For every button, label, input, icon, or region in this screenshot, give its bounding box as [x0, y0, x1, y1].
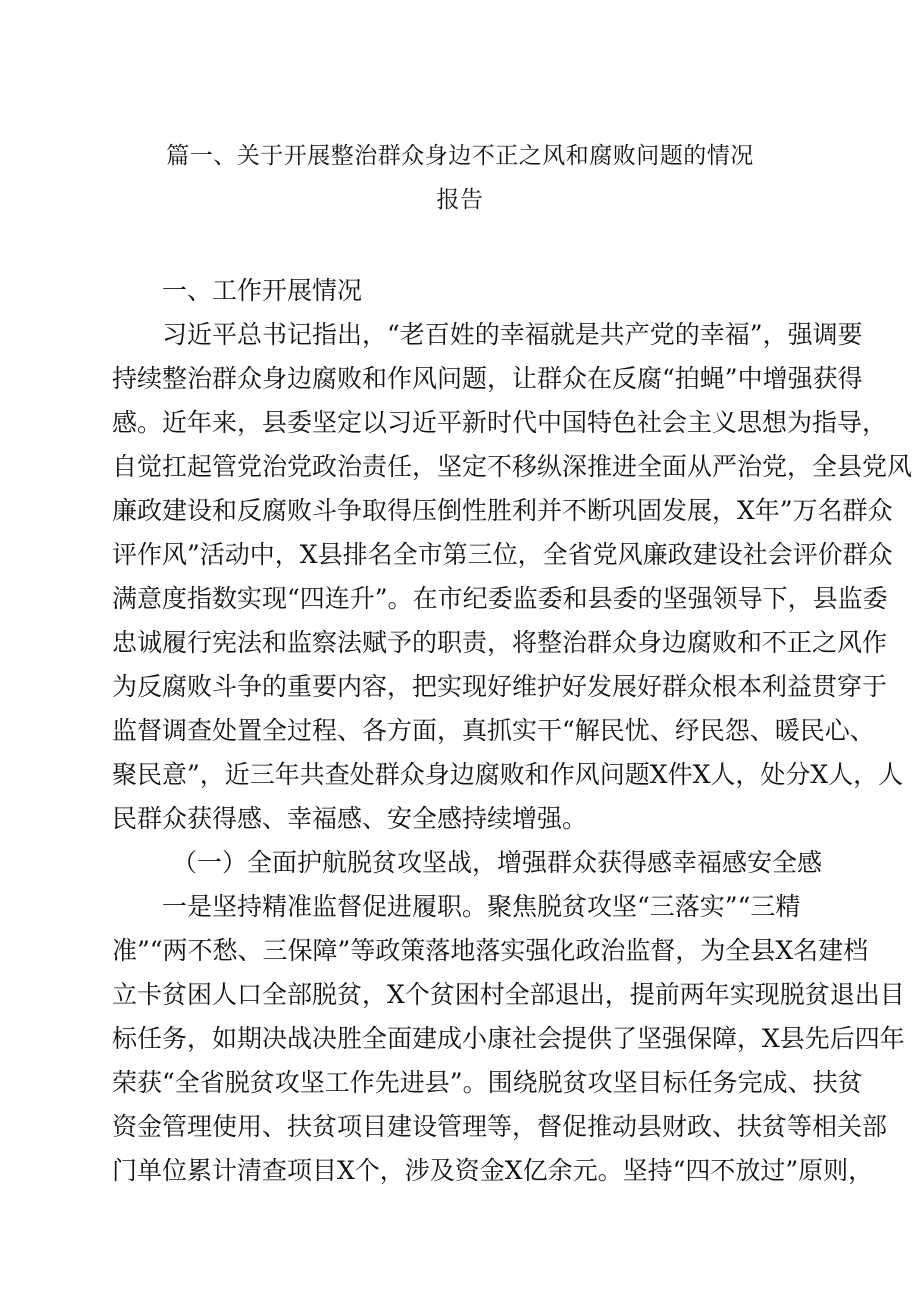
body-line: 满意度指数实现“四连升”。在市纪委监委和县委的坚强领导下，县监委 — [112, 584, 888, 613]
body-line: 为反腐败斗争的重要内容，把实现好维护好发展好群众根本利益贯穿于 — [112, 672, 888, 701]
body-line: 资金管理使用、扶贫项目建设管理等，督促推动县财政、扶贫等相关部 — [112, 1112, 888, 1141]
body-line: 持续整治群众身边腐败和作风问题，让群众在反腐“拍蝇”中增强获得 — [112, 364, 863, 393]
body-line: 廉政建设和反腐败斗争取得压倒性胜利并不断巩固发展，X年”万名群众 — [112, 496, 893, 525]
body-line: 评作风”活动中，X县排名全市第三位，全省党风廉政建设社会评价群众 — [112, 540, 893, 569]
body-line: 准”“两不愁、三保障”等政策落地落实强化政治监督，为全县X名建档 — [112, 936, 869, 965]
body-line: 感。近年来，县委坚定以习近平新时代中国特色社会主义思想为指导， — [112, 408, 888, 437]
body-line: 民群众获得感、幸福感、安全感持续增强。 — [112, 804, 588, 833]
body-line: 标任务，如期决战决胜全面建成小康社会提供了坚强保障，X县先后四年 — [112, 1024, 905, 1053]
subsection-heading-poverty-alleviation: （一）全面护航脱贫攻坚战，增强群众获得感幸福感安全感 — [172, 848, 823, 877]
body-line: 监督调查处置全过程、各方面，真抓实干“解民忧、纾民怨、暖民心、 — [112, 716, 875, 745]
document-title-line-2: 报告 — [436, 187, 484, 213]
body-line: 忠诚履行宪法和监察法赋予的职责，将整治群众身边腐败和不正之风作 — [112, 628, 888, 657]
document-title-line-1: 篇一、关于开展整治群众身边不正之风和腐败问题的情况 — [166, 143, 754, 169]
body-line: 习近平总书记指出，“老百姓的幸福就是共产党的幸福”，强调要 — [162, 320, 863, 349]
body-line: 荣获“全省脱贫攻坚工作先进县”。围绕脱贫攻坚目标任务完成、扶贫 — [112, 1068, 863, 1097]
body-line: 立卡贫困人口全部脱贫，X个贫困村全部退出，提前两年实现脱贫退出目 — [112, 980, 905, 1009]
body-line: 自觉扛起管党治党政治责任，坚定不移纵深推进全面从严治党，全县党风 — [112, 452, 913, 481]
body-line: 一是坚持精准监督促进履职。聚焦脱贫攻坚“三落实”“三精 — [162, 892, 801, 921]
section-heading-work-status: 一、工作开展情况 — [162, 276, 363, 305]
body-line: 门单位累计清查项目X个，涉及资金X亿余元。坚持“四不放过”原则， — [112, 1156, 874, 1185]
body-line: 聚民意”，近三年共查处群众身边腐败和作风问题X件X人，处分X人，人 — [112, 760, 904, 789]
